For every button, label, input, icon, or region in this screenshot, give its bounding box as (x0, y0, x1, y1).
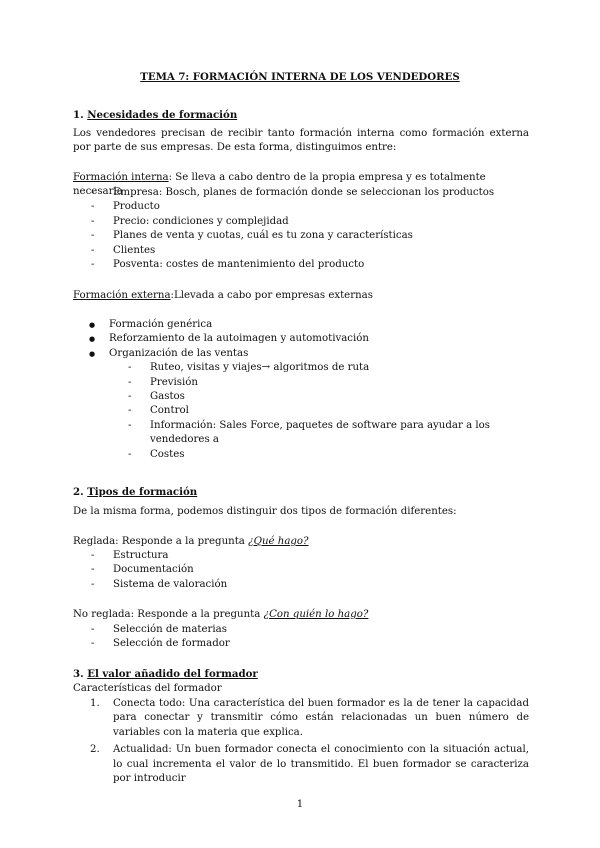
no-reglada-label: No reglada: Responde a la pregunta (73, 609, 261, 620)
list-item: - Empresa: Bosch, planes de formación donde se seleccionan los productos (91, 186, 529, 200)
list-item: ● Formación genérica (89, 318, 529, 332)
list-item: - Información: Sales Force, paquetes de software para ayudar a los vendedores a (128, 419, 529, 448)
section-3-subtitle: Características del formador (73, 683, 222, 694)
section-1-intro: Los vendedores precisan de recibir tanto formación interna como formación externa por parte de sus empresas. De esta forma, distinguimos entre: (73, 128, 529, 154)
page-title: TEMA 7: FORMACIÓN INTERNA DE LOS VENDEDORES (140, 71, 460, 83)
formacion-externa-label: Formación externa (73, 290, 171, 301)
no-reglada-list-wrap (73, 623, 529, 652)
list-item: - Selección de materias (91, 623, 529, 637)
section-1-number: 1. (73, 109, 84, 121)
list-item (73, 697, 529, 740)
list-item-number: 2. (90, 744, 100, 756)
section-3-number: 3. (73, 668, 84, 680)
list-item-text: Conecta todo: Una característica del buen formador es la de tener la capacidad para conectar y transmitir cómo están relacionadas un buen número de variables con la materia que explica. (113, 698, 529, 738)
list-item-text: Actualidad: Un buen formador conecta el conocimiento con la situación actual, lo cual incrementa el valor de lo transmitido. El buen formador se caracteriza por introducir (113, 744, 529, 785)
formacion-interna-list (91, 186, 529, 272)
section-2-number: 2. (73, 486, 84, 498)
formacion-interna-list-wrap (73, 186, 529, 272)
list-item: - Costes (128, 448, 529, 462)
list-item: - Precio: condiciones y complejidad (91, 215, 529, 229)
list-item: - Gastos (128, 390, 529, 404)
list-item: - Control (128, 404, 529, 418)
no-reglada-line (73, 608, 529, 622)
list-item: - Producto (91, 200, 529, 214)
reglada-line (73, 535, 529, 549)
reglada-question: ¿Qué hago? (248, 536, 309, 547)
list-item: - Posventa: costes de mantenimiento del producto (91, 258, 529, 272)
no-reglada-question: ¿Con quién lo hago? (263, 609, 369, 620)
formacion-externa-list (89, 318, 529, 361)
page-number: 1 (296, 799, 304, 810)
formador-list-wrap (73, 697, 529, 786)
section-3-heading (73, 667, 529, 681)
list-item: ● Reforzamiento de la autoimagen y automotivación (89, 332, 529, 346)
formacion-externa-text: :Llevada a cabo por empresas externas (170, 290, 373, 301)
section-2-intro: De la misma forma, podemos distinguir dos tipos de formación diferentes: (73, 506, 457, 517)
section-2-heading (73, 485, 529, 499)
list-item: - Sistema de valoración (91, 578, 529, 592)
reglada-label: Reglada: Responde a la pregunta (73, 536, 245, 547)
section-1-heading (73, 108, 529, 122)
list-item: - Clientes (91, 244, 529, 258)
formador-list (73, 697, 529, 786)
list-item: - Estructura (91, 549, 529, 563)
reglada-list-wrap (73, 549, 529, 592)
formacion-externa-line (73, 289, 529, 303)
section-2-title: Tipos de formación (87, 486, 198, 498)
list-item-number: 1. (90, 698, 100, 709)
list-item: - Ruteo, visitas y viajes→ algoritmos de ruta (128, 361, 529, 375)
formacion-externa-list-wrap (73, 318, 529, 462)
no-reglada-list (91, 623, 529, 652)
list-item: - Planes de venta y cuotas, cuál es tu zona y características (91, 229, 529, 243)
organizacion-ventas-list (128, 361, 529, 462)
list-item: - Selección de formador (91, 637, 529, 651)
list-item: - Previsión (128, 376, 529, 390)
formacion-interna-label: Formación interna (73, 172, 169, 183)
formacion-interna-text: : Se lleva a cabo dentro de la propia empresa y es totalmente necesaria (73, 172, 486, 198)
section-1-title: Necesidades de formación (87, 109, 238, 121)
section-3-title: El valor añadido del formador (87, 668, 258, 680)
reglada-list (91, 549, 529, 592)
list-item (73, 743, 529, 786)
list-item: - Documentación (91, 563, 529, 577)
list-item: ● Organización de las ventas (89, 347, 529, 361)
